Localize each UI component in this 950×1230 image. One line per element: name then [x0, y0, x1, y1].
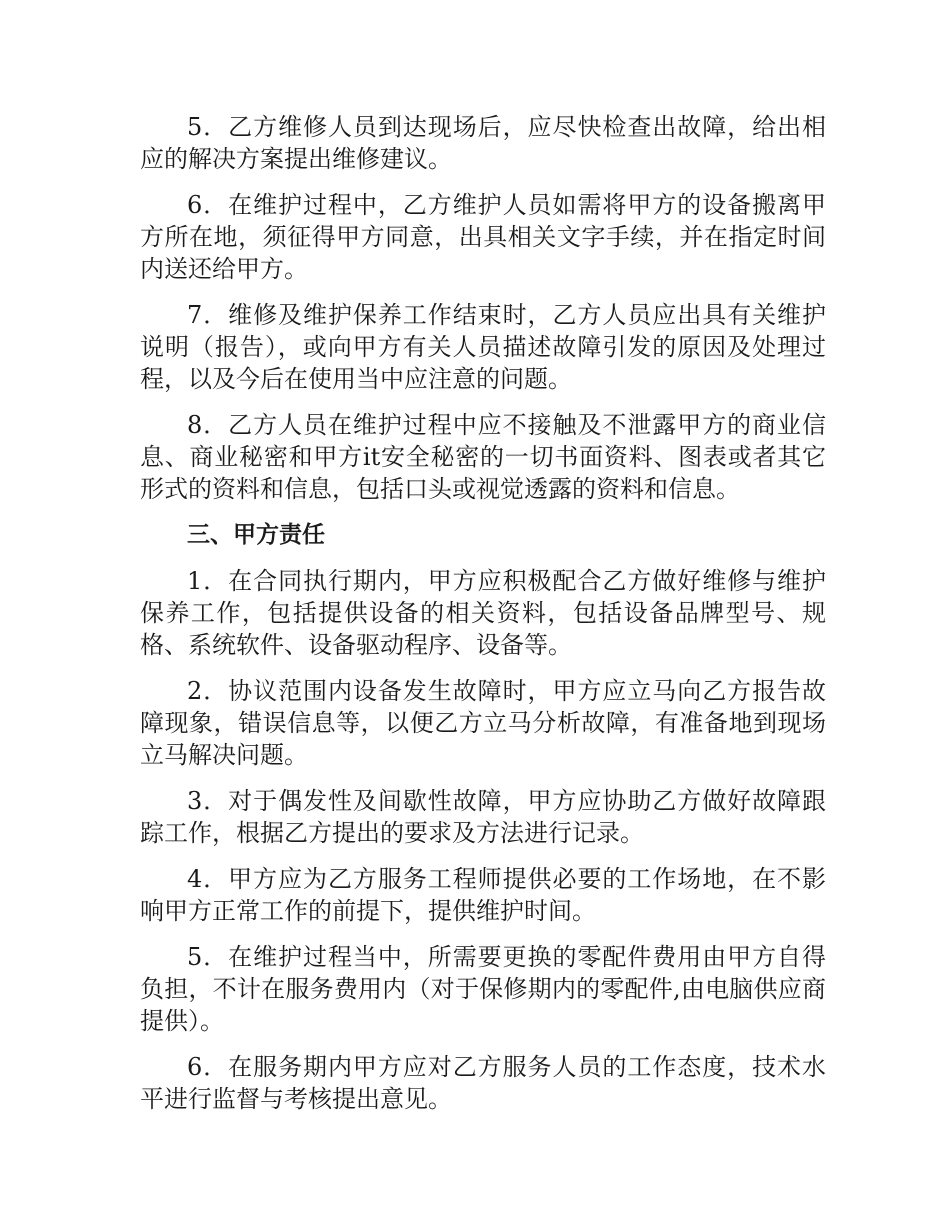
party-a-item-6: 6．在服务期内甲方应对乙方服务人员的工作态度，技术水平进行监督与考核提出意见。: [140, 1053, 826, 1113]
document-body: [140, 111, 826, 1129]
party-a-item-1: 1．在合同执行期内，甲方应积极配合乙方做好维修与维护保养工作，包括提供设备的相关资料，包括设备品牌型号、规格、系统软件、设备驱动程序、设备等。: [140, 567, 826, 659]
paragraph-item-5: 5．乙方维修人员到达现场后，应尽快检查出故障，给出相应的解决方案提出维修建议。: [140, 113, 826, 173]
party-a-item-3: 3．对于偶发性及间歇性故障，甲方应协助乙方做好故障跟踪工作，根据乙方提出的要求及方法进行记录。: [140, 787, 826, 847]
paragraph-item-8: 8．乙方人员在维护过程中应不接触及不泄露甲方的商业信息、商业秘密和甲方it安全秘密的一切书面资料、图表或者其它形式的资料和信息，包括口头或视觉透露的资料和信息。: [140, 411, 826, 503]
party-a-item-5: 5．在维护过程当中，所需要更换的零配件费用由甲方自得负担，不计在服务费用内（对于保修期内的零配件,由电脑供应商提供）。: [140, 943, 826, 1035]
party-a-item-2: 2．协议范围内设备发生故障时，甲方应立马向乙方报告故障现象，错误信息等，以便乙方立马分析故障，有准备地到现场立马解决问题。: [140, 677, 826, 769]
section-heading-party-a-responsibility: 三、甲方责任: [187, 522, 325, 548]
paragraph-item-7: 7．维修及维护保养工作结束时，乙方人员应出具有关维护说明（报告），或向甲方有关人员描述故障引发的原因及处理过程，以及今后在使用当中应注意的问题。: [140, 301, 826, 393]
paragraph-item-6: 6．在维护过程中，乙方维护人员如需将甲方的设备搬离甲方所在地，须征得甲方同意，出具相关文字手续，并在指定时间内送还给甲方。: [140, 191, 826, 283]
party-a-item-4: 4．甲方应为乙方服务工程师提供必要的工作场地，在不影响甲方正常工作的前提下，提供维护时间。: [140, 865, 826, 925]
